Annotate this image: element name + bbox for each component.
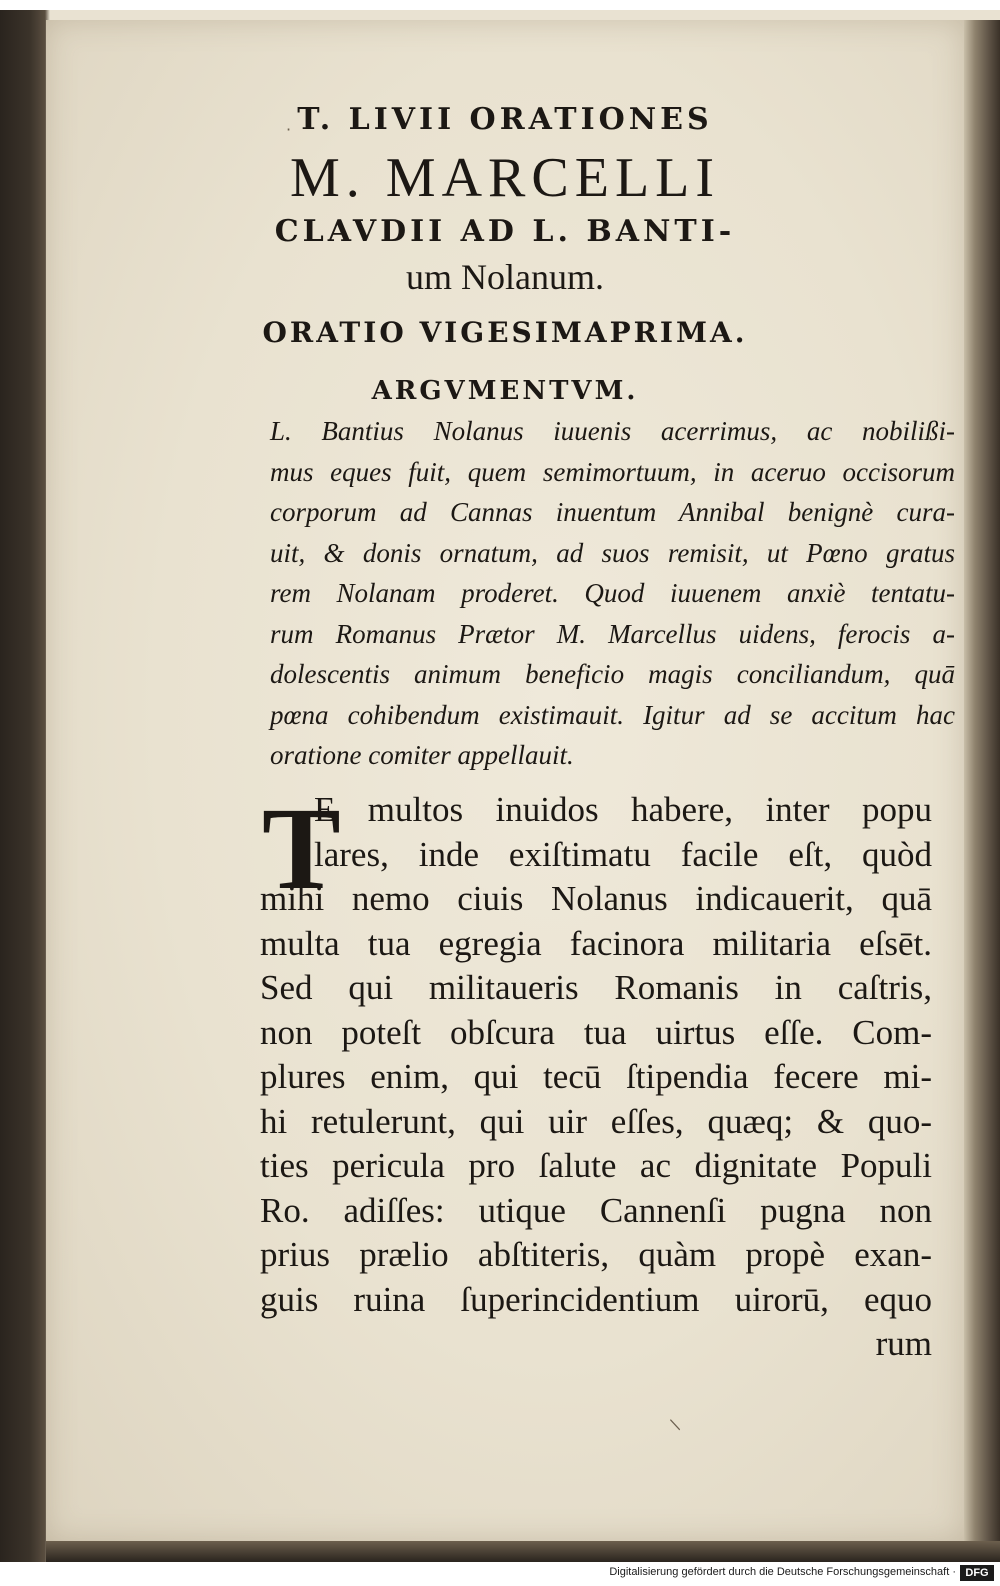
argument-line: pœna cohibendum existimauit. Igitur ad se accitum hac (270, 699, 955, 730)
body-line: hi retulerunt, qui uir eſſes, quæq; & quo- (260, 1101, 932, 1141)
argument-line: mus eques fuit, quem semimortuum, in aceruo occisorum (270, 456, 955, 487)
body-line: multa tua egregia facinora militaria eſsēt. (260, 923, 932, 963)
body-line: plures enim, qui tecū ſtipendia fecere mi- (260, 1057, 932, 1096)
oration-body (260, 783, 932, 1367)
body-line: rum (875, 1324, 932, 1363)
page-edge-bottom (46, 1541, 1000, 1562)
argument-line: rum Romanus Prætor M. Marcellus uidens, ferocis a- (270, 618, 955, 649)
title-line-1: M. MARCELLI (290, 147, 720, 209)
dfg-logo: DFG (960, 1565, 994, 1581)
argument-line: oratione comiter appellauit. (270, 740, 574, 770)
argument-line: corporum ad Cannas inuentum Annibal benignè cura- (270, 497, 955, 527)
footer-credit: Digitalisierung gefördert durch die Deutsche Forschungsgemeinschaft · (609, 1566, 956, 1578)
body-line: mihi nemo ciuis Nolanus indicauerit, quā (260, 879, 932, 918)
argument-line: L. Bantius Nolanus iuuenis acerrimus, ac nobilißi- (270, 416, 955, 446)
argument-line: dolescentis animum beneficio magis conciliandum, quā (270, 659, 955, 689)
ink-speck: / (665, 1417, 685, 1432)
body-line: Ro. adiſſes: utique Cannenſi pugna non (260, 1190, 932, 1230)
body-line: non poteſt obſcura tua uirtus eſſe. Com- (260, 1012, 932, 1052)
body-line: E multos inuidos habere, inter popu (314, 790, 932, 829)
page-edge-right (964, 20, 1000, 1541)
page-content (46, 20, 964, 1541)
body-line: prius prælio abſtiteris, quàm propè exan- (260, 1235, 932, 1274)
body-line: guis ruina ſuperincidentium uirorū, equo (260, 1279, 932, 1319)
argument-line: rem Nolanam proderet. Quod iuuenem anxiè tentatu- (270, 578, 955, 608)
oration-subtitle: ORATIO VIGESIMAPRIMA. (262, 316, 748, 349)
body-line: lares, inde exiſtimatu facile eſt, quòd (314, 834, 932, 874)
footer-bar (0, 1562, 1000, 1586)
drop-cap: T (262, 783, 341, 914)
ink-speck: · (286, 120, 292, 139)
argument-paragraph (270, 411, 955, 776)
argument-heading: ARGVMENTVM. (371, 376, 639, 406)
argument-line: uit, & donis ornatum, ad suos remisit, ut Pœno gratus (270, 537, 955, 568)
book-page (46, 20, 964, 1541)
title-line-3: um Nolanum. (406, 257, 604, 297)
running-head: T. LIVII ORATIONES (297, 102, 713, 137)
title-line-2: CLAVDII AD L. BANTI- (274, 214, 736, 249)
body-line: ties pericula pro ſalute ac dignitate Populi (260, 1146, 932, 1185)
body-line: Sed qui militaueris Romanis in caſtris, (260, 968, 932, 1007)
